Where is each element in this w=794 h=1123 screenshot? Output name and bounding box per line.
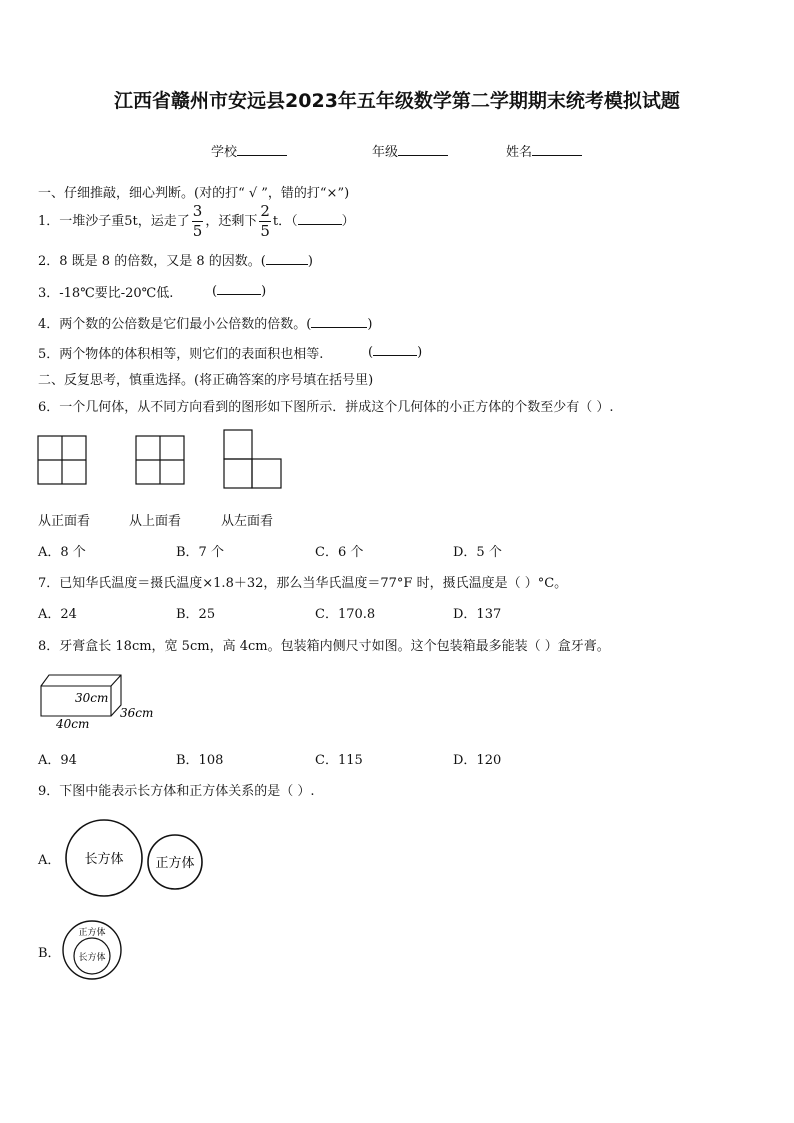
q2-answer-blank[interactable] [266, 252, 308, 265]
fraction-3-5: $\frac{3}{5}$ [192, 202, 203, 240]
name-blank[interactable] [532, 143, 582, 156]
grade-blank[interactable] [398, 143, 448, 156]
grade-label: 年级 [372, 145, 399, 160]
q6-option-c[interactable]: C．6 个 [315, 545, 364, 560]
box-length-label: 40cm [56, 717, 90, 731]
inner-cuboid-label: 长方体 [78, 953, 106, 963]
q3-answer [212, 282, 266, 299]
q5-close-paren: ) [417, 345, 423, 360]
outer-cube-label: 正方体 [78, 928, 106, 938]
front-view-grid [38, 436, 86, 484]
fraction-2-5: $\frac{2}{5}$ [260, 202, 270, 240]
q4-text: 4．两个数的公倍数是它们最小公倍数的倍数。( [38, 317, 312, 332]
question-2 [38, 250, 313, 269]
q1-answer-blank[interactable] [298, 212, 342, 225]
q5-answer-blank[interactable] [373, 343, 417, 356]
q9-option-b-letter[interactable]: B． [38, 946, 61, 961]
q6-option-b[interactable]: B．7 个 [176, 545, 224, 560]
q8-option-c[interactable]: C．115 [315, 753, 363, 768]
page-title: 江西省赣州市安远县2023年五年级数学第二学期期末统考模拟试题 [114, 90, 680, 112]
name-field[interactable] [506, 141, 582, 160]
question-4 [38, 313, 372, 332]
q5-open-paren: ( [368, 345, 374, 360]
q7-option-c[interactable]: C．170.8 [315, 607, 376, 622]
q5-text: 5．两个物体的体积相等，则它们的表面积也相等. [38, 347, 324, 362]
q3-text: 3．-18℃要比-20℃低. [38, 286, 174, 301]
cube-label: 正方体 [155, 856, 195, 871]
box-width-label: 36cm [120, 706, 154, 720]
school-field[interactable] [211, 141, 287, 160]
q1-text-mid: ，还剩下 [205, 214, 258, 229]
q6-option-d[interactable]: D．5 个 [453, 545, 502, 560]
q3-open-paren: ( [212, 284, 218, 299]
question-5 [38, 343, 323, 362]
q8-option-b[interactable]: B．108 [176, 753, 224, 768]
q1-text: 1．一堆沙子重5t，运走了 [38, 214, 190, 229]
q9-option-b-diagram[interactable] [60, 918, 130, 982]
q5-answer [368, 343, 422, 360]
question-9: 9．下图中能表示长方体和正方体关系的是（ ）. [38, 784, 315, 799]
left-view-label: 从左面看 [221, 514, 274, 529]
cuboid-label: 长方体 [84, 852, 124, 867]
top-view-grid [136, 436, 184, 484]
q7-option-d[interactable]: D．137 [453, 607, 502, 622]
q7-option-b[interactable]: B．25 [176, 607, 216, 622]
q3-close-paren: ) [261, 284, 267, 299]
q2-close-paren: ) [307, 254, 313, 269]
school-blank[interactable] [237, 143, 287, 156]
box-height-label: 30cm [75, 691, 109, 705]
box-diagram [38, 670, 168, 732]
question-8: 8．牙膏盒长 18cm，宽 5cm，高 4cm。包装箱内侧尺寸如图。这个包装箱最多能装（ ）盒牙膏。 [38, 639, 610, 654]
q8-option-d[interactable]: D．120 [453, 753, 502, 768]
question-6: 6．一个几何体，从不同方向看到的图形如下图所示．拼成这个几何体的小正方体的个数至少有（ ）. [38, 400, 614, 415]
q6-view-figures [36, 428, 296, 494]
q7-option-a[interactable]: A．24 [38, 607, 77, 622]
q6-option-a[interactable]: A．8 个 [38, 545, 86, 560]
section-2-heading: 二、反复思考，慎重选择。(将正确答案的序号填在括号里) [38, 373, 374, 388]
q4-close-paren: ) [367, 317, 373, 332]
name-label: 姓名 [506, 145, 533, 160]
q4-answer-blank[interactable] [311, 315, 367, 328]
q1-text-end: t．（ [272, 214, 298, 229]
question-7: 7．已知华氏温度＝摄氏温度×1.8＋32，那么当华氏温度＝77°F 时，摄氏温度是（ ）°C。 [38, 576, 568, 591]
q9-option-a-diagram[interactable] [60, 816, 210, 900]
q8-option-a[interactable]: A．94 [38, 753, 77, 768]
q9-option-a-letter[interactable]: A． [38, 853, 61, 868]
question-3 [38, 282, 173, 301]
q3-answer-blank[interactable] [217, 282, 261, 295]
top-view-label: 从上面看 [129, 514, 182, 529]
q1-close-paren: ） [341, 214, 355, 229]
grade-field[interactable] [372, 141, 448, 160]
question-1 [38, 202, 355, 241]
section-1-heading: 一、仔细推敲，细心判断。(对的打“ √ ”，错的打“×”) [38, 186, 350, 201]
left-view-grid [224, 430, 281, 488]
school-label: 学校 [211, 145, 238, 160]
front-view-label: 从正面看 [38, 514, 91, 529]
q2-text: 2．8 既是 8 的倍数，又是 8 的因数。( [38, 254, 266, 269]
